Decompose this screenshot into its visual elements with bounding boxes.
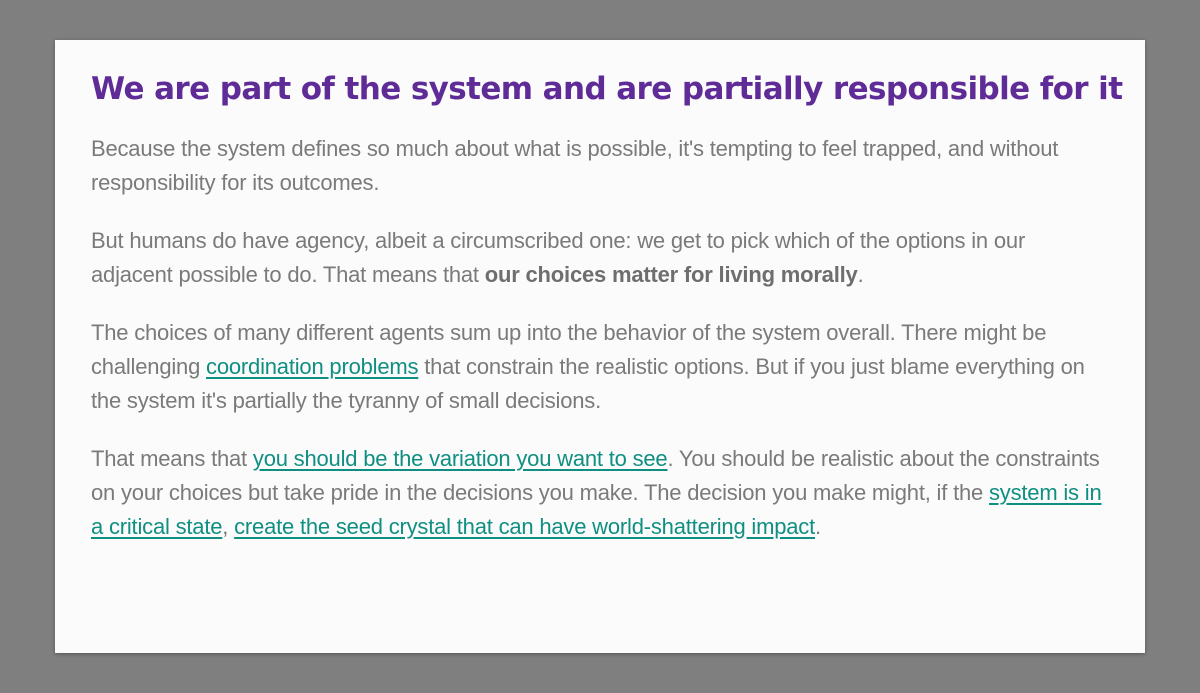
paragraph-2: [91, 224, 1109, 292]
link-be-the-variation[interactable]: you should be the variation you want to see: [252, 446, 668, 471]
paragraph-4-end: .: [815, 514, 821, 539]
link-seed-crystal[interactable]: create the seed crystal that can have world-shattering impact: [234, 514, 816, 539]
paragraph-1: [91, 132, 1109, 200]
paragraph-4-comma: ,: [222, 514, 235, 539]
paragraph-3: [91, 316, 1109, 418]
link-coordination-problems[interactable]: coordination problems: [206, 354, 419, 379]
page-title: We are part of the system and are partially responsible for it: [91, 71, 1123, 107]
content-card: [55, 40, 1145, 653]
link-critical-state[interactable]: system is in a critical state: [91, 480, 1102, 539]
emphasis-our-choices: our choices matter for living morally: [484, 262, 858, 287]
paragraph-2-end: .: [857, 262, 864, 287]
paragraph-4: [91, 442, 1109, 544]
paragraph-2-text: But humans do have agency, albeit a circumscribed one: we get to pick which of the options in our adjacent possible to do. That means that: [91, 228, 1026, 287]
paragraph-4-middle: . You should be realistic about the constraints on your choices but take pride in the decisions you make. The decision you make might, if the: [91, 446, 1100, 505]
paragraph-4-text: That means that: [91, 446, 253, 471]
paragraph-1-text: Because the system defines so much about what is possible, it's tempting to feel trapped, and without responsibility for its outcomes.: [91, 136, 1059, 195]
paragraph-3-end: that constrain the realistic options. But if you just blame everything on the system it's partially the tyranny of small decisions.: [91, 354, 1085, 413]
paragraph-3-text: The choices of many different agents sum up into the behavior of the system overall. There might be challenging: [91, 320, 1047, 379]
